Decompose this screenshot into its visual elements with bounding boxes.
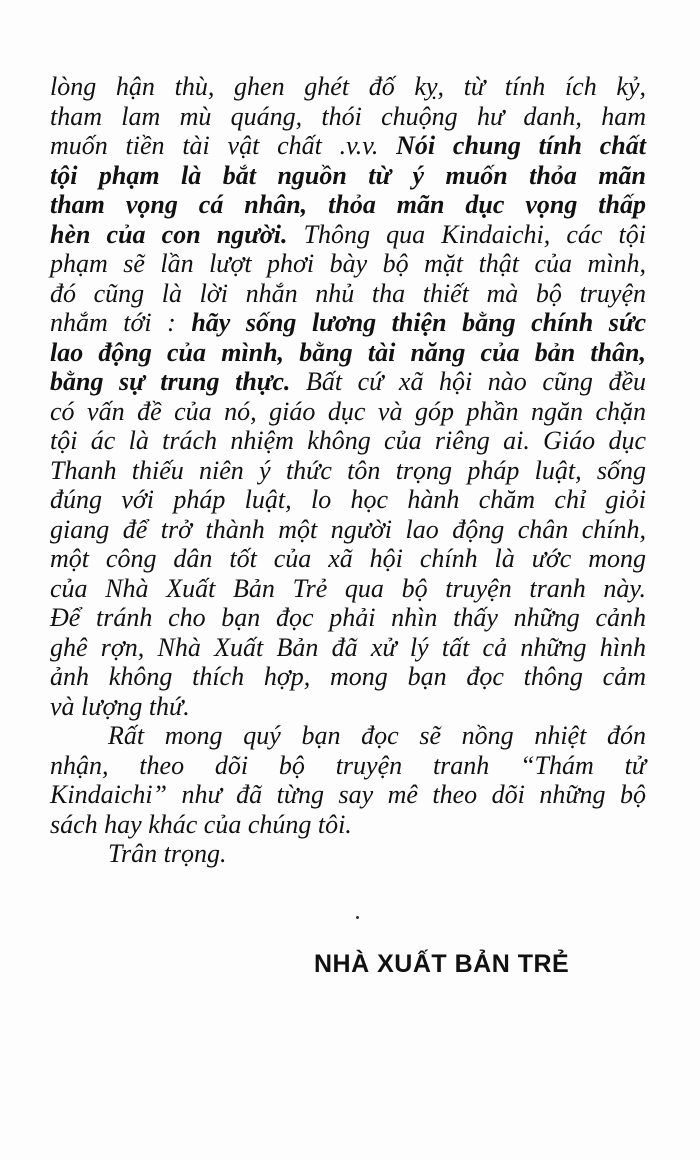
text-line xyxy=(50,367,646,397)
text-line xyxy=(50,485,646,515)
text-segment: ảnh không thích hợp, mong bạn đọc thông cảm xyxy=(50,662,646,691)
text-segment: của Nhà Xuất Bản Trẻ qua bộ truyện tranh này. xyxy=(50,573,646,603)
text-line xyxy=(50,397,646,427)
bold-text-segment: hèn của con người. xyxy=(50,219,288,249)
text-line xyxy=(50,839,646,869)
text-line xyxy=(50,161,646,191)
text-line xyxy=(50,249,646,279)
text-line xyxy=(50,102,646,132)
text-segment: nhắm tới : xyxy=(50,308,192,337)
text-line xyxy=(50,220,646,250)
text-line xyxy=(50,633,646,663)
text-segment: phạm sẽ lần lượt phơi bày bộ mặt thật của mình, xyxy=(50,249,646,278)
text-segment: Trân trọng. xyxy=(108,839,227,868)
bold-text-segment: lao động của mình, bằng tài năng của bản thân, xyxy=(50,337,646,367)
text-segment: tội ác là trách nhiệm không của riêng ai. Giáo dục xyxy=(50,426,646,455)
bold-text-segment: tham vọng cá nhân, thỏa mãn dục vọng thấp xyxy=(50,190,646,219)
text-segment: Bất cứ xã hội nào cũng đều xyxy=(290,367,647,396)
text-line xyxy=(50,574,646,604)
text-segment: Thông qua Kindaichi, các tội xyxy=(287,219,646,249)
text-line xyxy=(50,456,646,486)
text-segment: có vấn đề của nó, giáo dục và góp phần ngăn chặn xyxy=(50,396,646,426)
text-line xyxy=(50,751,646,781)
text-line xyxy=(50,662,646,692)
bold-text-segment: bằng sự trung thực. xyxy=(50,367,291,396)
text-line xyxy=(50,810,646,840)
text-line xyxy=(50,515,646,545)
text-segment: sách hay khác của chúng tôi. xyxy=(50,809,352,839)
ink-dot xyxy=(356,916,359,919)
text-segment: Kindaichi” như đã từng say mê theo dõi những bộ xyxy=(50,780,646,809)
text-segment: Rất mong quý bạn đọc sẽ nồng nhiệt đón xyxy=(108,721,646,750)
text-segment: Để tránh cho bạn đọc phải nhìn thấy những cảnh xyxy=(50,603,646,632)
text-segment: ghê rợn, Nhà Xuất Bản đã xử lý tất cả những hình xyxy=(50,632,646,662)
text-segment: tham lam mù quáng, thói chuộng hư danh, ham xyxy=(50,101,646,131)
text-line xyxy=(50,190,646,220)
text-segment: Thanh thiếu niên ý thức tôn trọng pháp luật, sống xyxy=(50,455,646,485)
bold-text-segment: Nói chung tính chất xyxy=(396,131,646,160)
text-line xyxy=(50,338,646,368)
text-line xyxy=(50,72,646,102)
text-segment: đó cũng là lời nhắn nhủ tha thiết mà bộ truyện xyxy=(50,278,646,308)
text-segment: nhận, theo dõi bộ truyện tranh “Thám tử xyxy=(50,750,646,780)
text-line xyxy=(50,603,646,633)
text-line xyxy=(50,780,646,810)
text-line xyxy=(50,279,646,309)
bold-text-segment: tội phạm là bắt nguồn từ ý muốn thỏa mãn xyxy=(50,160,646,190)
text-segment: giang để trở thành một người lao động chân chính, xyxy=(50,514,646,544)
text-line xyxy=(50,692,646,722)
text-segment: một công dân tốt của xã hội chính là ước mong xyxy=(50,544,646,573)
text-segment: đúng với pháp luật, lo học hành chăm chỉ giỏi xyxy=(50,485,646,514)
text-segment: và lượng thứ. xyxy=(50,691,190,721)
text-segment: muốn tiền tài vật chất .v.v. xyxy=(50,131,397,160)
bold-text-segment: hãy sống lương thiện bằng chính sức xyxy=(191,308,646,337)
text-line xyxy=(50,131,646,161)
publisher-signature: NHÀ XUẤT BẢN TRẺ xyxy=(314,950,570,978)
body-text xyxy=(50,72,646,869)
text-segment: lòng hận thù, ghen ghét đố kỵ, từ tính ích kỷ, xyxy=(50,72,646,101)
text-line xyxy=(50,721,646,751)
text-line xyxy=(50,308,646,338)
text-line xyxy=(50,426,646,456)
text-line xyxy=(50,544,646,574)
